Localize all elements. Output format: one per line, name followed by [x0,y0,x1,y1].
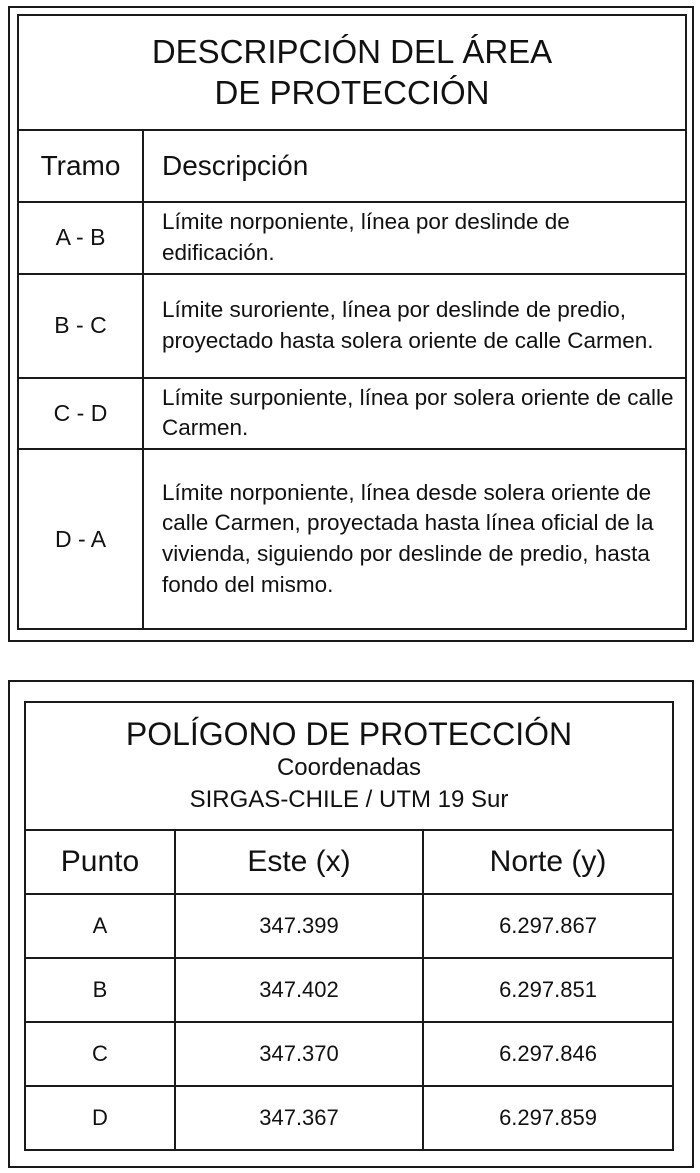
polygon-table-title [25,702,673,830]
description-title-line1: DESCRIPCIÓN DEL ÁREA [151,33,553,71]
norte-cell: 6.297.867 [423,894,673,958]
punto-cell: A [25,894,175,958]
header-norte: Norte (y) [423,830,673,894]
table-row [25,1086,673,1150]
tramo-cell: D - A [18,449,143,629]
header-este: Este (x) [175,830,423,894]
descripcion-cell: Límite suroriente, línea por deslinde de predio, proyectado hasta solera oriente de calle Carmen. [143,274,686,378]
table-row [18,274,686,378]
description-table-title [18,15,686,130]
este-cell: 347.399 [175,894,423,958]
polygon-title: POLÍGONO DE PROTECCIÓN [125,716,573,753]
tramo-cell: B - C [18,274,143,378]
table-row [18,378,686,450]
este-cell: 347.402 [175,958,423,1022]
header-descripcion: Descripción [143,130,686,202]
header-punto: Punto [25,830,175,894]
norte-cell: 6.297.859 [423,1086,673,1150]
polygon-subtitle-datum: SIRGAS-CHILE / UTM 19 Sur [189,785,509,813]
norte-cell: 6.297.846 [423,1022,673,1086]
norte-cell: 6.297.851 [423,958,673,1022]
descripcion-cell: Límite norponiente, línea desde solera oriente de calle Carmen, proyectada hasta línea oficial de la vivienda, siguiendo por deslinde de predio, hasta fondo del mismo. [143,449,686,629]
punto-cell: D [25,1086,175,1150]
punto-cell: B [25,958,175,1022]
tramo-cell: C - D [18,378,143,450]
table-row [25,958,673,1022]
este-cell: 347.370 [175,1022,423,1086]
polygon-table [24,701,674,1151]
table-row [25,894,673,958]
table-row [25,1022,673,1086]
este-cell: 347.367 [175,1086,423,1150]
descripcion-cell: Límite norponiente, línea por deslinde de edificación. [143,202,686,274]
description-title-line2: DE PROTECCIÓN [214,73,490,111]
table-row [18,202,686,274]
header-tramo: Tramo [18,130,143,202]
punto-cell: C [25,1022,175,1086]
description-table [17,14,687,630]
descripcion-cell: Límite surponiente, línea por solera oriente de calle Carmen. [143,378,686,450]
table-row [18,449,686,629]
polygon-subtitle-coordinates: Coordenadas [276,754,422,782]
tramo-cell: A - B [18,202,143,274]
